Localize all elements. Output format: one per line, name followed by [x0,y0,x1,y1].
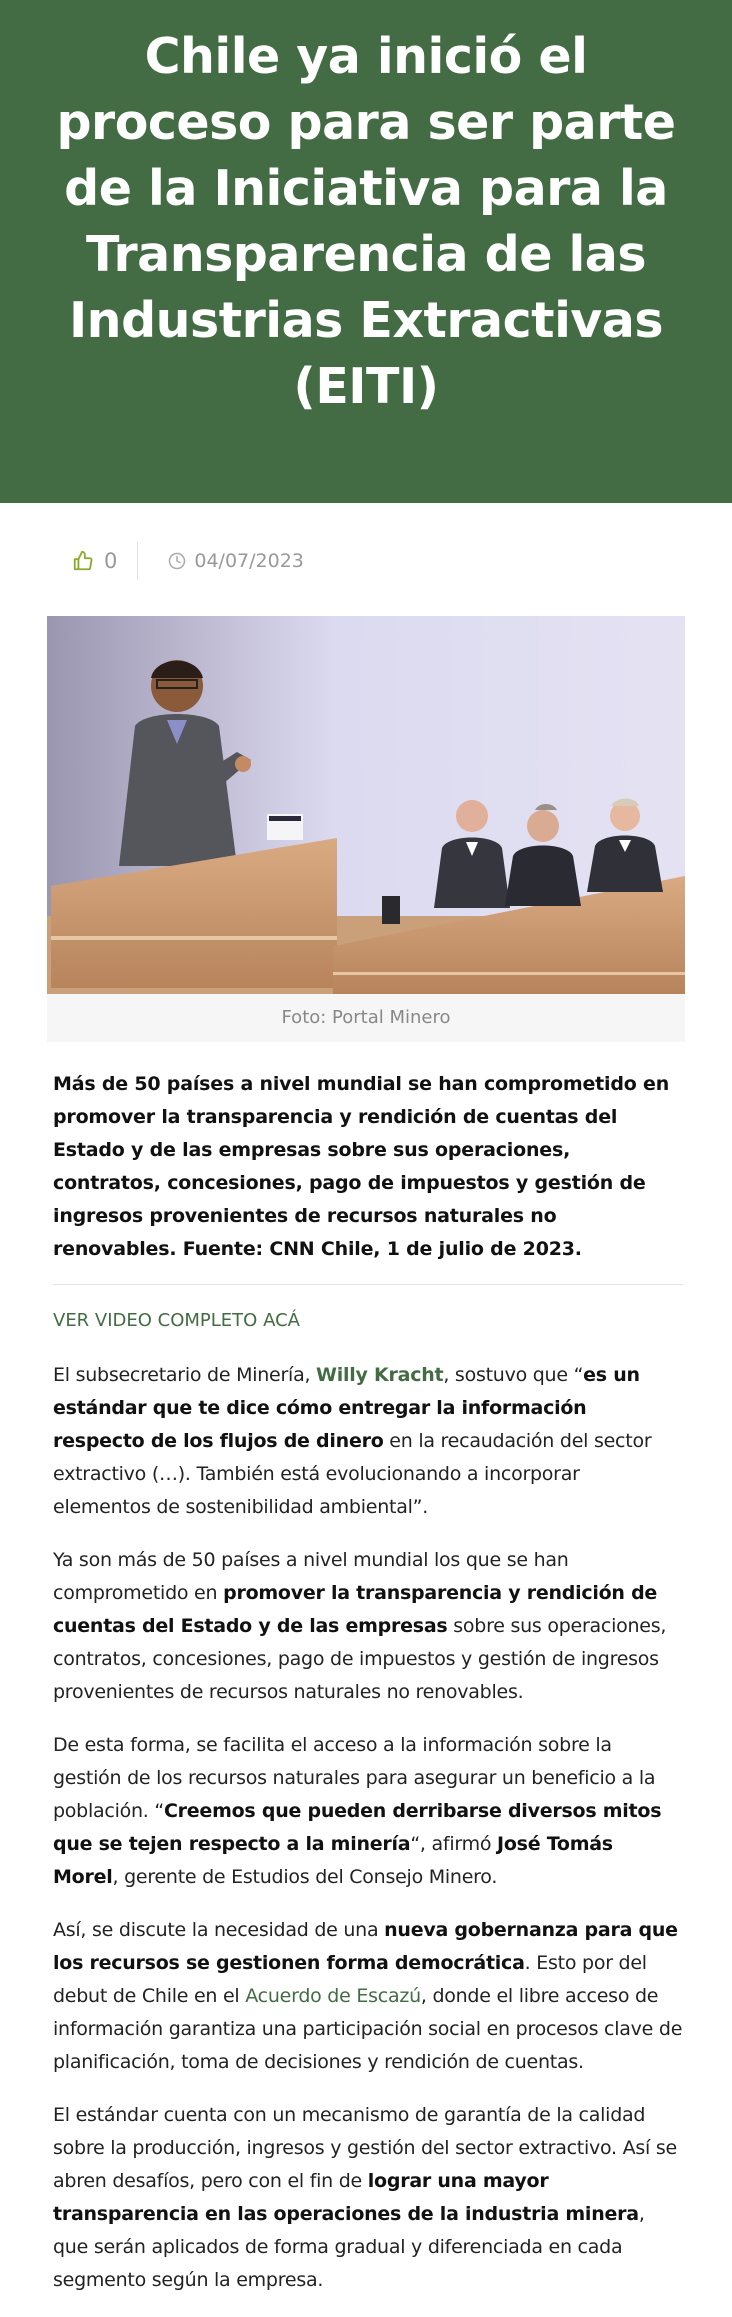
emphasis: Creemos que pueden derribarse diversos mitos que se tejen respecto a la minería [53,1800,662,1855]
like-count: 0 [104,549,118,573]
emphasis: José Tomás Morel [53,1833,613,1888]
paragraph-5 [53,2099,683,2297]
emphasis: es un estándar que te dice cómo entregar la información respecto de los flujos de dinero [53,1364,640,1452]
text: . Esto por del debut de Chile en el [53,1952,647,2007]
like-button[interactable] [72,542,138,580]
video-link[interactable]: VER VIDEO COMPLETO ACÁ [53,1310,300,1331]
page-header [0,0,732,503]
photo-caption: Foto: Portal Minero [47,994,685,1042]
text: , sostuvo que “ [443,1364,584,1386]
text: El estándar cuenta con un mecanismo de garantía de la calidad sobre la producción, ingresos y gestión del sector extractivo. Así se abren desafíos, pero con el fin de [53,2104,677,2192]
date-text: 04/07/2023 [194,550,304,572]
text: , donde el libre acceso de información garantiza una participación social en procesos clave de planificación, toma de decisiones y rendición de cuentas. [53,1985,683,2073]
article-body [53,1068,683,2317]
paragraph-2 [53,1544,683,1709]
post-meta [72,542,304,580]
emphasis: lograr una mayor transparencia en las operaciones de la industria minera [53,2170,639,2225]
text: , que serán aplicados de forma gradual y diferenciada en cada segmento según la empresa. [53,2203,645,2291]
text: Así, se discute la necesidad de una [53,1919,385,1941]
paragraph-3 [53,1729,683,1894]
text: “, afirmó [410,1833,498,1855]
text: sobre sus operaciones, contratos, concesiones, pago de impuestos y gestión de ingresos provenientes de recursos naturales no renovables. [53,1615,667,1703]
article-lead: Más de 50 países a nivel mundial se han comprometido en promover la transparencia y rendición de cuentas del Estado y de las empresas sobre sus operaciones, contratos, concesiones, pago de impuestos y gestión de ingresos provenientes de recursos naturales no renovables. Fuente: CNN Chile, 1 de julio de 2023. [53,1073,670,1260]
text: De esta forma, se facilita el acceso a la información sobre la gestión de los recursos naturales para asegurar un beneficio a la población. “ [53,1734,656,1822]
text: Ya son más de 50 países a nivel mundial los que se han comprometido en [53,1549,569,1604]
emphasis: nueva gobernanza para que los recursos se gestionen forma democrática [53,1919,678,1974]
text: en la recaudación del sector extractivo (…). También está evolucionando a incorporar elementos de sostenibilidad ambiental”. [53,1430,652,1518]
photo-illustration [47,616,685,994]
text: El subsecretario de Minería, [53,1364,317,1386]
paragraph-1 [53,1359,683,1524]
text: , gerente de Estudios del Consejo Minero. [112,1866,498,1888]
divider [53,1284,683,1285]
post-date [138,550,304,572]
page-title: Chile ya inició el proceso para ser parte de la Iniciativa para la Transparencia de las Industrias Extractivas (EITI) [56,28,676,415]
willy-kracht-link[interactable]: Willy Kracht [316,1364,444,1386]
thumbs-up-icon [72,550,94,572]
article-photo [47,616,685,994]
clock-icon [168,552,186,570]
emphasis: promover la transparencia y rendición de cuentas del Estado y de las empresas [53,1582,658,1637]
acuerdo-escazu-link[interactable]: Acuerdo de Escazú [245,1985,421,2007]
paragraph-4 [53,1914,683,2079]
